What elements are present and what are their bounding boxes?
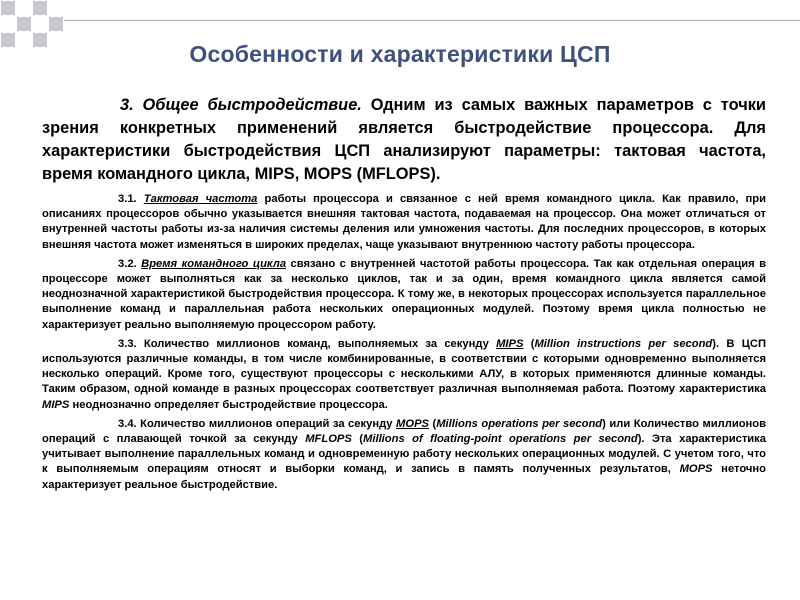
section-3-3-text-c: ). В ЦСП используются различные команды, в том числе комбинированные, в соответствии с которыми одновременно выполняется несколько операций. Кроме того, существуют процессоры с несколькими АЛУ, в которых применяются длинные команды. Таким образом, одной команде в разных процессорах соответствует различная выполняемая работа. Поэтому характеристика <box>42 337 766 396</box>
term-mflops-english: Millions of floating-point operations per second <box>363 433 638 446</box>
term-mops: MOPS <box>396 417 429 430</box>
section-3-3-text-b: ( <box>523 337 535 350</box>
slide-body <box>42 94 766 497</box>
lead-paragraph <box>42 94 766 186</box>
section-3-3-text-a: 3.3. Количество миллионов команд, выполняемых за секунду <box>118 337 497 350</box>
section-3-2 <box>42 257 766 333</box>
term-mips-2: MIPS <box>42 398 70 411</box>
lead-heading: 3. Общее быстродействие. <box>120 96 362 114</box>
term-mips-english: Million instructions per second <box>534 337 713 350</box>
lead-text: Одним из самых важных параметров с точки зрения конкретных применений является быстродействие процессора. Для характеристики быстродействия ЦСП анализируют параметры: тактовая частота, время командного цикла, MIPS, MOPS (MFLOPS). <box>42 96 766 183</box>
term-cycle-time: Время командного цикла <box>141 257 287 270</box>
section-3-4-text-a: 3.4. Количество миллионов операций за секунду <box>118 417 397 430</box>
section-3-2-number: 3.2. <box>118 257 142 270</box>
section-3-1-text: работы процессора и связанное с ней время командного цикла. Как правило, при описаниях процессоров обычно указывается внешняя тактовая частота, подаваемая на процессор. Она может отличаться от внутренней частоты работы из-за наличия системы деления или умножения частоты. Для последних процессоров, в которых внешняя частота может изменяться в широких пределах, чаще указывают внутреннюю частоту работы процессора. <box>42 193 766 251</box>
section-3-4-text-c: ) или Количество миллионов операций с плавающей точкой за секунду <box>42 417 766 446</box>
term-clock-frequency: Тактовая частота <box>143 193 258 205</box>
section-3-4 <box>42 417 766 493</box>
section-3-4-text-d: ( <box>351 433 364 446</box>
section-3-4-text-f: неточно характеризует реальное быстродействие. <box>42 463 766 491</box>
section-3-3-text-d: неоднозначно определяет быстродействие процессора. <box>69 398 388 411</box>
term-mops-2: MOPS <box>679 463 713 476</box>
term-mips: MIPS <box>496 337 524 350</box>
section-3-1-number: 3.1. <box>118 193 144 205</box>
term-mflops: MFLOPS <box>305 433 352 446</box>
section-3-2-text: связано с внутренней частотой работы процессора. Так как отдельная операция в процессоре может выполняться как за несколько циклов, так и за один, время командного цикла является самой неоднозначной характеристикой быстродействия процессора. К тому же, в некоторых процессорах используется параллельное выполнение команд и параллельная работа нескольких операционных модулей. Поэтому время цикла полностью не характеризует реально выполняемую процессором работу. <box>42 257 766 331</box>
slide-title: Особенности и характеристики ЦСП <box>189 41 611 67</box>
top-rule <box>64 20 800 21</box>
term-mops-english: Millions operations per second <box>436 417 603 430</box>
section-3-4-text-b: ( <box>429 417 437 430</box>
section-3-4-text-e: ). Эта характеристика учитывает выполнение параллельных команд и одновременную работу нескольких операционных модулей. С учетом того, что к выполняемым операциям относят и выборки команд, и запись в память полученных результатов, <box>42 433 767 476</box>
section-3-1 <box>42 192 766 253</box>
section-3-3 <box>42 337 766 413</box>
